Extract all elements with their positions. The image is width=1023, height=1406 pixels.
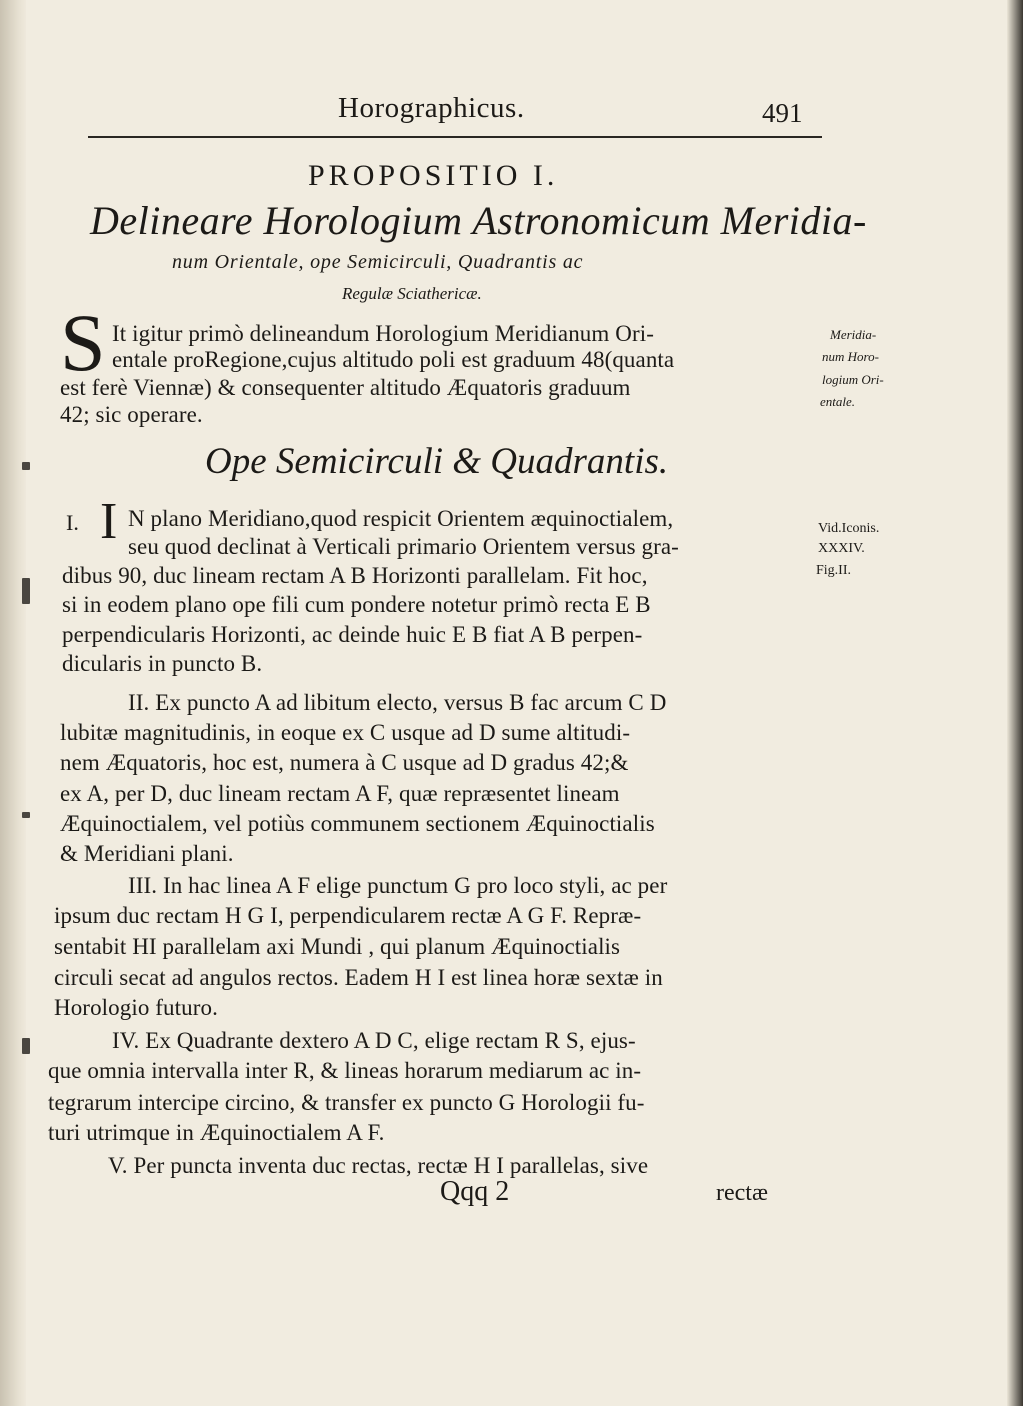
gutter-mark (22, 812, 30, 818)
body-line: seu quod declinat à Verticali primario Orientem versus gra- (128, 534, 679, 559)
body-line: turi utrimque in Æquinoctialem A F. (48, 1120, 385, 1145)
body-line: circuli secat ad angulos rectos. Eadem H I est linea horæ sextæ in (54, 965, 663, 990)
section-heading: Ope Semicirculi & Quadrantis. (205, 441, 669, 482)
figure-reference-line: XXXIV. (818, 541, 865, 556)
body-line: si in eodem plano ope fili cum pondere notetur primò recta E B (62, 592, 651, 617)
paragraph-dropcap: I (100, 493, 118, 550)
gutter-mark (22, 462, 30, 470)
body-line: & Meridiani plani. (60, 841, 234, 866)
proposition-subtitle-line-3: Regulæ Sciathericæ. (342, 284, 482, 303)
page-gutter (0, 0, 26, 1406)
catchword: rectæ (716, 1180, 768, 1206)
body-line: sentabit HI parallelam axi Mundi , qui planum Æquinoctialis (54, 934, 621, 959)
intro-line: est ferè Viennæ) & consequenter altitudo Æquatoris graduum (60, 375, 631, 400)
header-rule (88, 136, 822, 138)
body-line: II. Ex puncto A ad libitum electo, versus B fac arcum C D (128, 690, 667, 715)
margin-note-line: entale. (820, 394, 856, 409)
proposition-subtitle-line-1: Delineare Horologium Astronomicum Meridia- (90, 198, 867, 243)
body-line: III. In hac linea A F elige punctum G pro loco styli, ac per (128, 873, 668, 898)
body-line: ex A, per D, duc lineam rectam A F, quæ repræsentet lineam (60, 781, 620, 806)
figure-reference-line: Vid.Iconis. (818, 521, 880, 536)
proposition-subtitle-line-2: num Orientale, ope Semicirculi, Quadrantis ac (172, 251, 584, 273)
gutter-mark (22, 1038, 30, 1054)
body-line: dibus 90, duc lineam rectam A B Horizonti parallelam. Fit hoc, (62, 563, 648, 588)
margin-note-line: Meridia- (830, 327, 877, 342)
intro-line: It igitur primò delineandum Horologium Meridianum Ori- (112, 321, 654, 346)
signature-mark: Qqq 2 (440, 1176, 510, 1207)
intro-line: 42; sic operare. (60, 402, 203, 427)
body-line: Æquinoctialem, vel potiùs communem sectionem Æquinoctialis (60, 811, 655, 836)
paragraph-number: I. (66, 510, 79, 535)
body-line: lubitæ magnitudinis, in eoque ex C usque ad D sume altitudi- (60, 720, 631, 745)
body-line: Horologio futuro. (54, 995, 218, 1020)
figure-reference-line: Fig.II. (816, 563, 851, 578)
body-line: tegrarum intercipe circino, & transfer ex puncto G Horologii fu- (48, 1090, 645, 1115)
intro-line: entale proRegione,cujus altitudo poli est graduum 48(quanta (112, 347, 675, 372)
page-number: 491 (762, 98, 803, 128)
body-line: que omnia intervalla inter R, & lineas horarum mediarum ac in- (48, 1058, 642, 1083)
margin-note-line: logium Ori- (822, 372, 884, 387)
page-right-edge (1007, 0, 1023, 1406)
proposition-title: PROPOSITIO I. (308, 159, 559, 192)
body-line: perpendicularis Horizonti, ac deinde huic E B fiat A B perpen- (62, 622, 643, 647)
gutter-mark (22, 578, 30, 604)
body-line: IV. Ex Quadrante dextero A D C, elige rectam R S, ejus- (112, 1028, 636, 1053)
body-line: dicularis in puncto B. (62, 651, 263, 676)
running-head: Horographicus. (338, 92, 525, 124)
body-line: nem Æquatoris, hoc est, numera à C usque ad D gradus 42;& (60, 750, 629, 775)
intro-dropcap: S (60, 297, 106, 388)
margin-note-line: num Horo- (822, 349, 879, 364)
body-line: ipsum duc rectam H G I, perpendicularem rectæ A G F. Repræ- (54, 903, 642, 928)
body-line: N plano Meridiano,quod respicit Orientem æquinoctialem, (128, 506, 674, 531)
body-line: V. Per puncta inventa duc rectas, rectæ H I parallelas, sive (108, 1153, 649, 1178)
